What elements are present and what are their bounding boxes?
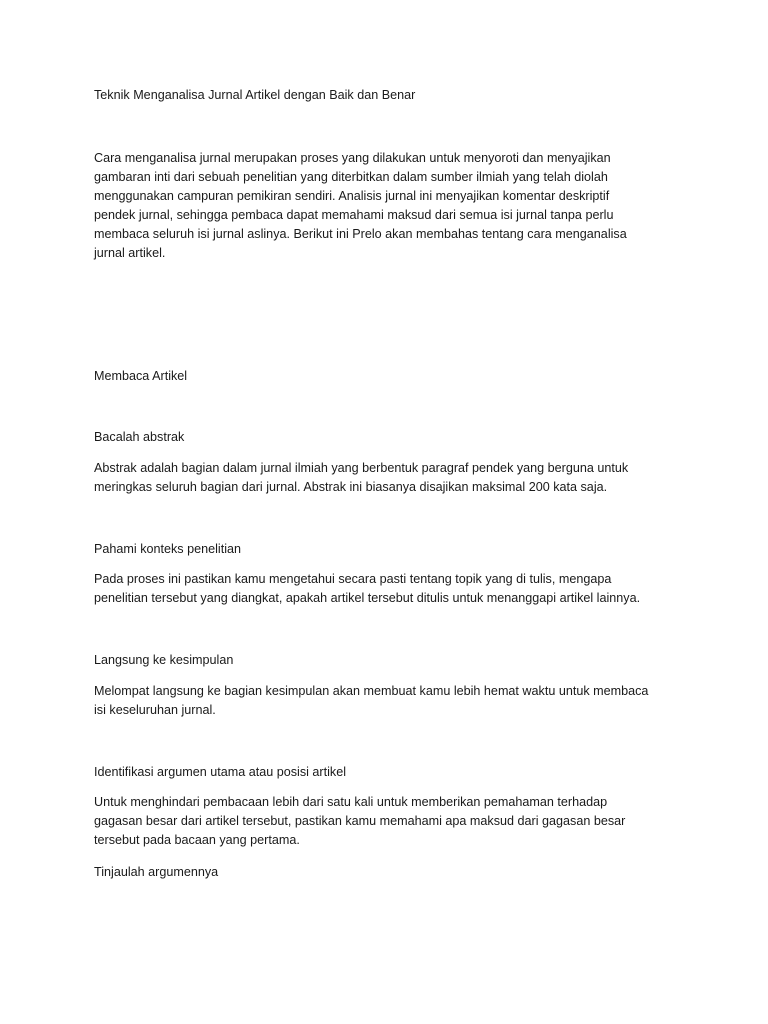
paragraph-line: Abstrak adalah bagian dalam jurnal ilmiah yang berbentuk paragraf pendek yang berguna untuk	[94, 461, 629, 475]
paragraph-line: isi keseluruhan jurnal.	[94, 703, 216, 717]
paragraph-bacalah-abstrak	[94, 459, 684, 497]
paragraph-identifikasi-argumen	[94, 793, 684, 850]
subheading-bacalah-abstrak: Bacalah abstrak	[94, 430, 185, 444]
intro-paragraph	[94, 149, 684, 263]
intro-line: membaca seluruh isi jurnal aslinya. Berikut ini Prelo akan membahas tentang cara menganalisa	[94, 227, 627, 241]
paragraph-line: tersebut pada bacaan yang pertama.	[94, 833, 300, 847]
subheading-langsung-kesimpulan: Langsung ke kesimpulan	[94, 653, 234, 667]
paragraph-line: Untuk menghindari pembacaan lebih dari satu kali untuk memberikan pemahaman terhadap	[94, 795, 608, 809]
subheading-tinjaulah-argumen: Tinjaulah argumennya	[94, 865, 219, 879]
intro-line: Cara menganalisa jurnal merupakan proses yang dilakukan untuk menyoroti dan menyajikan	[94, 151, 611, 165]
intro-line: pendek jurnal, sehingga pembaca dapat memahami maksud dari semua isi jurnal tanpa perlu	[94, 208, 614, 222]
intro-line: jurnal artikel.	[94, 246, 166, 260]
paragraph-line: Melompat langsung ke bagian kesimpulan akan membuat kamu lebih hemat waktu untuk membaca	[94, 684, 649, 698]
paragraph-langsung-kesimpulan	[94, 682, 684, 720]
subheading-identifikasi-argumen: Identifikasi argumen utama atau posisi artikel	[94, 765, 347, 779]
paragraph-line: gagasan besar dari artikel tersebut, pastikan kamu memahami apa maksud dari gagasan besar	[94, 814, 626, 828]
paragraph-line: Pada proses ini pastikan kamu mengetahui secara pasti tentang topik yang di tulis, mengapa	[94, 572, 612, 586]
intro-line: gambaran inti dari sebuah penelitian yang diterbitkan dalam sumber ilmiah yang telah diolah	[94, 170, 608, 184]
paragraph-line: meringkas seluruh bagian dari jurnal. Abstrak ini biasanya disajikan maksimal 200 kata saja.	[94, 480, 608, 494]
paragraph-line: penelitian tersebut yang diangkat, apakah artikel tersebut ditulis untuk menanggapi artikel lainnya.	[94, 591, 641, 605]
subheading-pahami-konteks: Pahami konteks penelitian	[94, 542, 242, 556]
document-title: Teknik Menganalisa Jurnal Artikel dengan Baik dan Benar	[94, 88, 416, 102]
paragraph-pahami-konteks	[94, 570, 684, 608]
intro-line: menggunakan campuran pemikiran sendiri. Analisis jurnal ini menyajikan komentar deskriptif	[94, 189, 610, 203]
section-heading: Membaca Artikel	[94, 369, 188, 383]
